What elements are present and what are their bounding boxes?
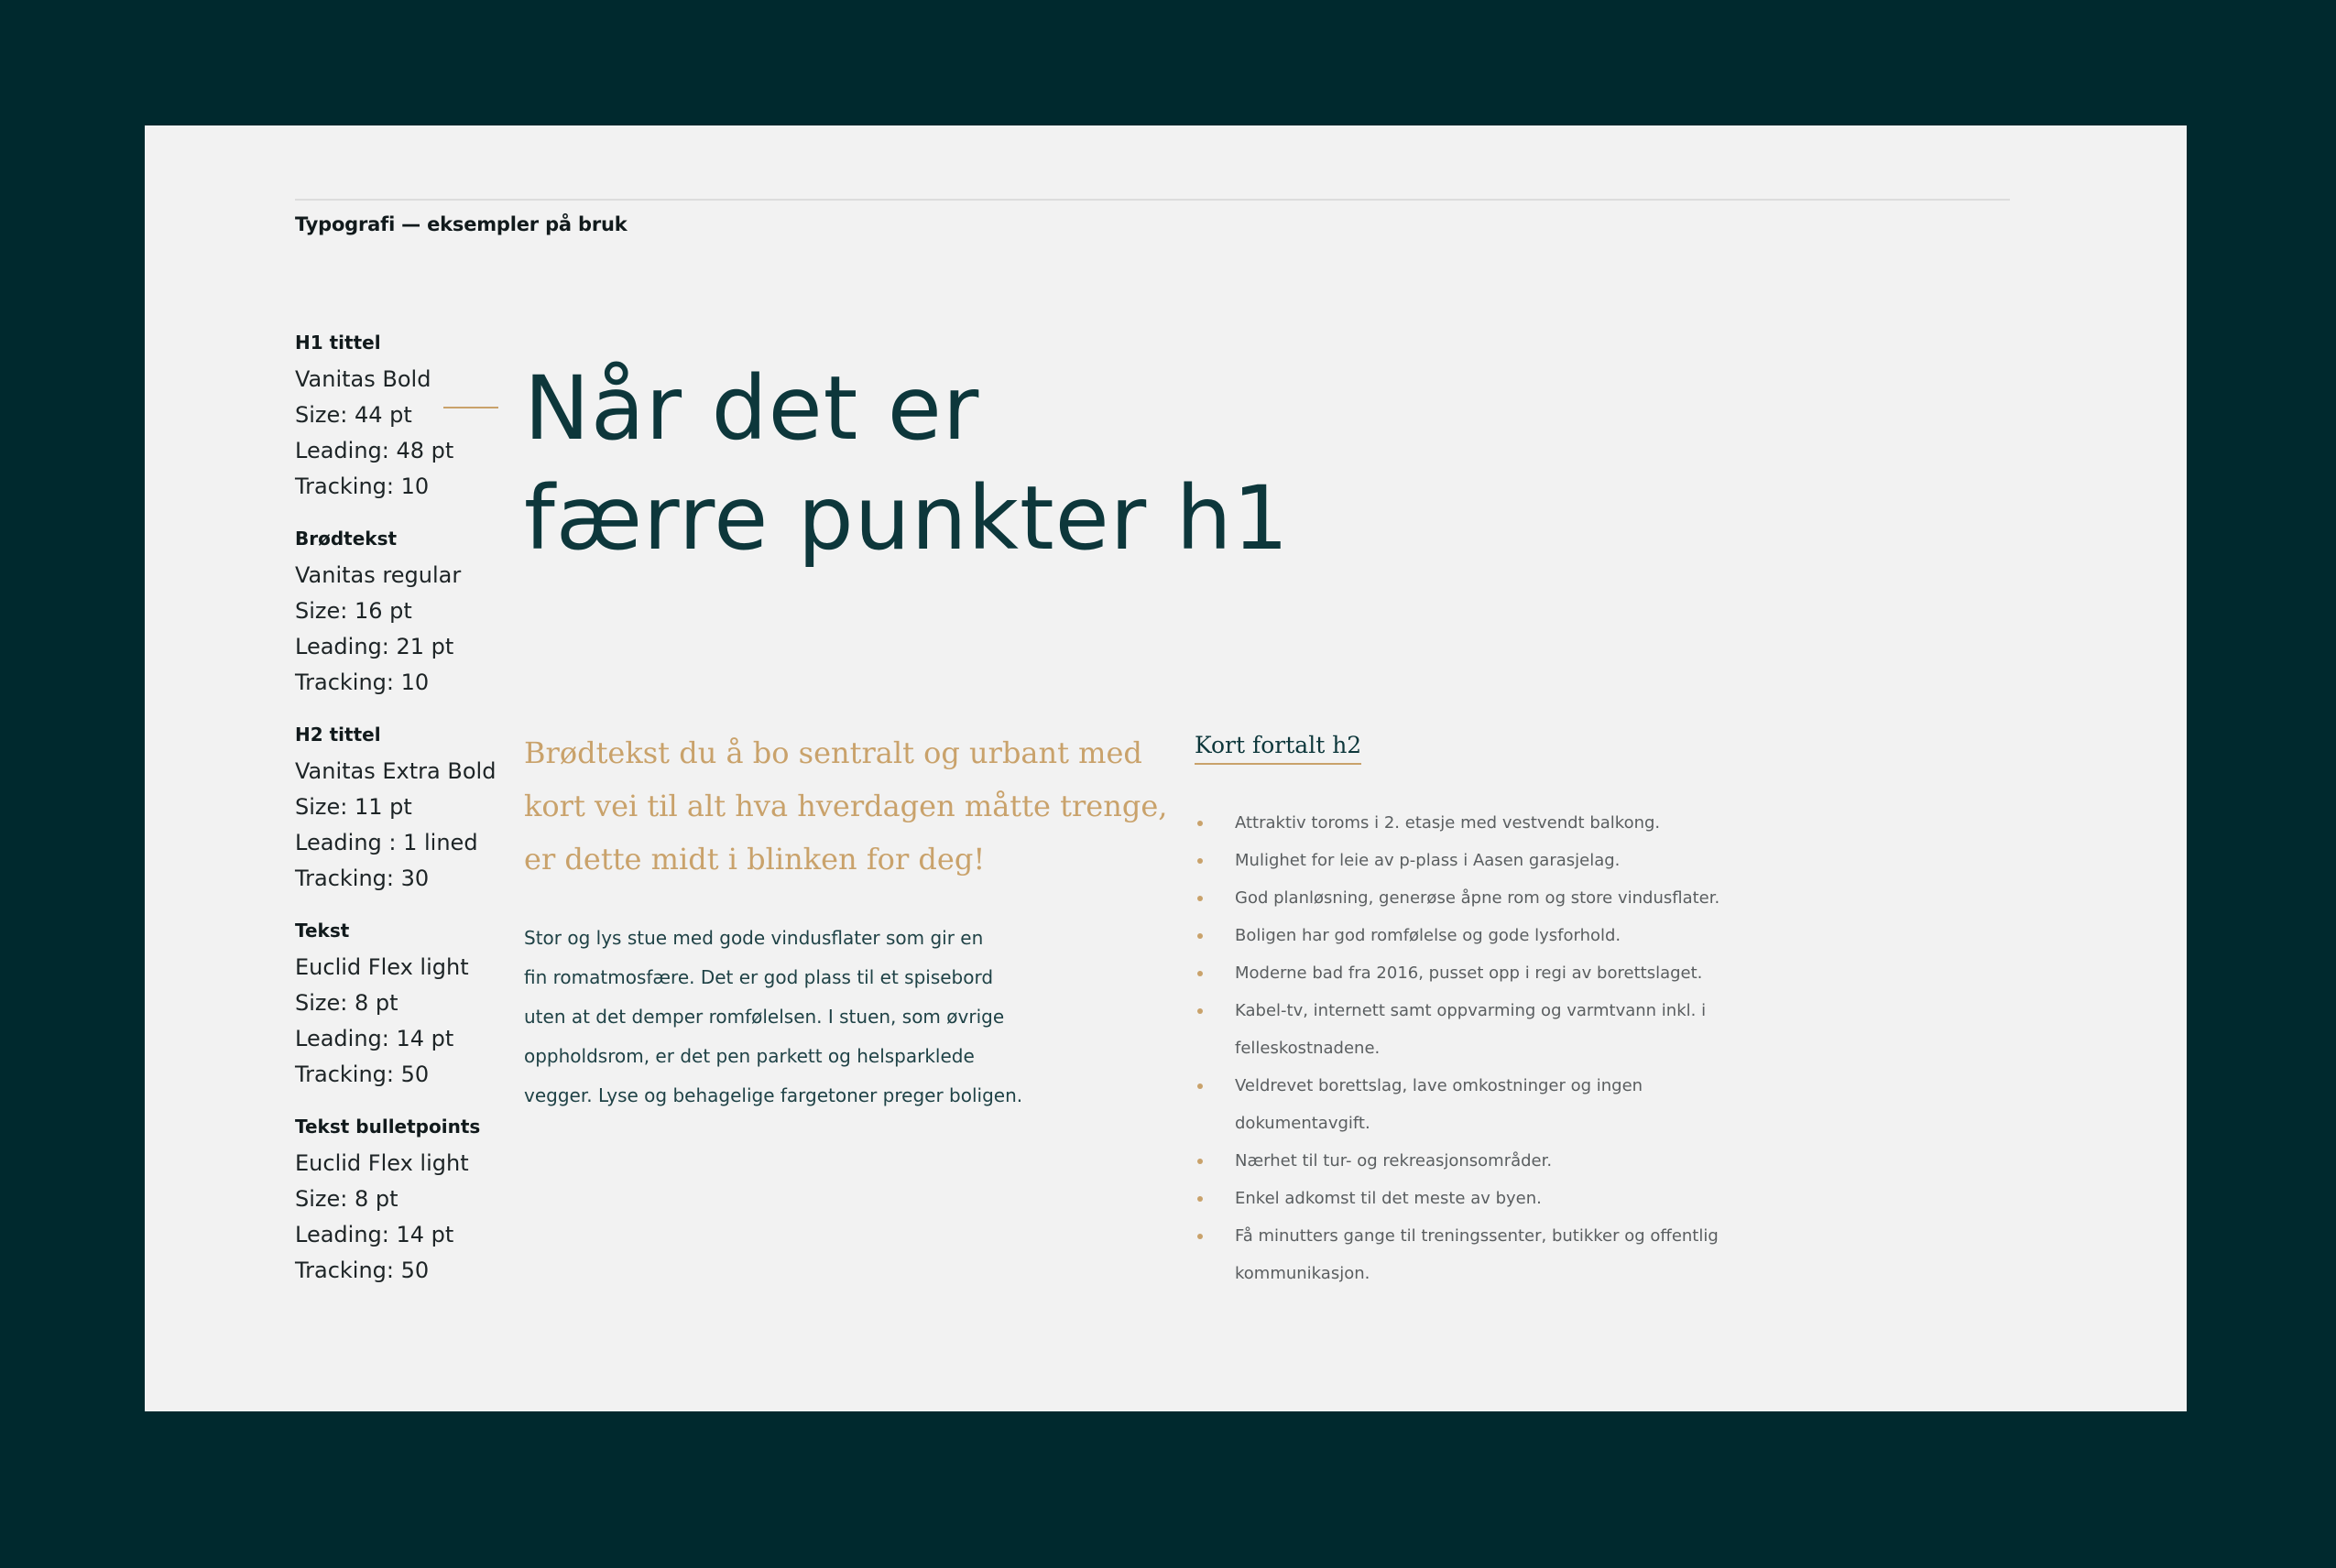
list-item <box>1195 804 1836 842</box>
example-h1 <box>524 354 1290 573</box>
bullet-text: Mulighet for leie av p-plass i Aasen garasjelag. <box>1235 851 1621 870</box>
spec-leading: Leading : 1 lined <box>295 830 478 855</box>
list-item <box>1195 992 1836 1067</box>
bullet-dot-icon <box>1197 821 1203 826</box>
bullet-list <box>1195 804 1836 1292</box>
bullet-text: Moderne bad fra 2016, pusset opp i regi av borettslaget. <box>1235 964 1703 983</box>
bullet-dot-icon <box>1197 1196 1203 1202</box>
spec-tracking: Tracking: 50 <box>295 1062 430 1087</box>
spec-font: Euclid Flex light <box>295 954 469 980</box>
spec-label: H2 tittel <box>295 724 381 746</box>
spec-leading: Leading: 14 pt <box>295 1026 454 1051</box>
spec-label: H1 tittel <box>295 332 381 354</box>
h1-line: Når det er <box>524 357 980 460</box>
lead-line: Brødtekst du å bo sentralt og urbant med <box>524 735 1142 770</box>
h1-line: færre punkter h1 <box>524 467 1290 570</box>
typography-sheet <box>145 125 2187 1411</box>
body-line: vegger. Lyse og behagelige fargetoner preger boligen. <box>524 1084 1023 1106</box>
bullet-text: Få minutters gange til treningssenter, butikker og offentlig <box>1235 1226 1719 1246</box>
bullet-text: Veldrevet borettslag, lave omkostninger og ingen <box>1235 1076 1643 1095</box>
list-item <box>1195 842 1836 879</box>
example-h2: Kort fortalt h2 <box>1195 732 1361 765</box>
spec-tracking: Tracking: 30 <box>295 866 430 891</box>
example-body-text <box>524 919 1165 1116</box>
bullet-text: Enkel adkomst til det meste av byen. <box>1235 1189 1542 1208</box>
body-line: Stor og lys stue med gode vindusflater som gir en <box>524 927 984 949</box>
spec-tracking: Tracking: 50 <box>295 1258 430 1283</box>
list-item <box>1195 917 1836 954</box>
page-title: Typografi — eksempler på bruk <box>295 213 628 235</box>
list-item <box>1195 1180 1836 1217</box>
bullet-dot-icon <box>1197 858 1203 864</box>
spec-size: Size: 8 pt <box>295 990 398 1016</box>
spec-font: Vanitas Bold <box>295 366 431 392</box>
bullet-dot-icon <box>1197 1008 1203 1014</box>
spec-leading: Leading: 21 pt <box>295 634 454 659</box>
spec-leading: Leading: 14 pt <box>295 1222 454 1247</box>
bullet-text: felleskostnadene. <box>1235 1039 1381 1058</box>
bullet-text: Kabel-tv, internett samt oppvarming og varmtvann inkl. i <box>1235 1001 1707 1020</box>
list-item <box>1195 1217 1836 1292</box>
spec-size: Size: 16 pt <box>295 598 412 624</box>
example-lead-text <box>524 726 1168 886</box>
bullet-text: dokumentavgift. <box>1235 1114 1370 1133</box>
bullet-text: Attraktiv toroms i 2. etasje med vestvendt balkong. <box>1235 813 1661 833</box>
bullet-dot-icon <box>1197 896 1203 901</box>
bullet-dot-icon <box>1197 971 1203 976</box>
body-line: fin romatmosfære. Det er god plass til et spisebord <box>524 966 994 988</box>
spec-label: Tekst <box>295 920 350 942</box>
spec-size: Size: 11 pt <box>295 794 412 820</box>
bullet-text: Boligen har god romfølelse og gode lysforhold. <box>1235 926 1621 945</box>
spec-font: Euclid Flex light <box>295 1150 469 1176</box>
spec-tracking: Tracking: 10 <box>295 670 430 695</box>
spec-leading: Leading: 48 pt <box>295 438 454 463</box>
lead-line: kort vei til alt hva hverdagen måtte trenge, <box>524 789 1168 823</box>
spec-font: Vanitas Extra Bold <box>295 758 497 784</box>
spec-label: Brødtekst <box>295 528 398 550</box>
bullet-text: kommunikasjon. <box>1235 1264 1370 1283</box>
bullet-text: Nærhet til tur- og rekreasjonsområder. <box>1235 1151 1553 1171</box>
bullet-dot-icon <box>1197 1083 1203 1089</box>
body-line: oppholdsrom, er det pen parkett og helsparklede <box>524 1045 975 1067</box>
list-item <box>1195 1142 1836 1180</box>
spec-size: Size: 8 pt <box>295 1186 398 1212</box>
spec-tracking: Tracking: 10 <box>295 474 430 499</box>
lead-line: er dette midt i blinken for deg! <box>524 842 986 877</box>
bullet-dot-icon <box>1197 1159 1203 1164</box>
bullet-dot-icon <box>1197 1234 1203 1239</box>
spec-font: Vanitas regular <box>295 562 462 588</box>
list-item <box>1195 879 1836 917</box>
spec-bulletpoints <box>295 1113 597 1289</box>
spec-size: Size: 44 pt <box>295 402 412 428</box>
list-item <box>1195 954 1836 992</box>
body-line: uten at det demper romfølelsen. I stuen, som øvrige <box>524 1006 1005 1028</box>
bullet-text: God planløsning, generøse åpne rom og store vindusflater. <box>1235 888 1720 908</box>
top-divider <box>295 199 2010 201</box>
h1-accent-dash <box>443 407 498 408</box>
spec-label: Tekst bulletpoints <box>295 1116 481 1138</box>
bullet-dot-icon <box>1197 933 1203 939</box>
list-item <box>1195 1067 1836 1142</box>
